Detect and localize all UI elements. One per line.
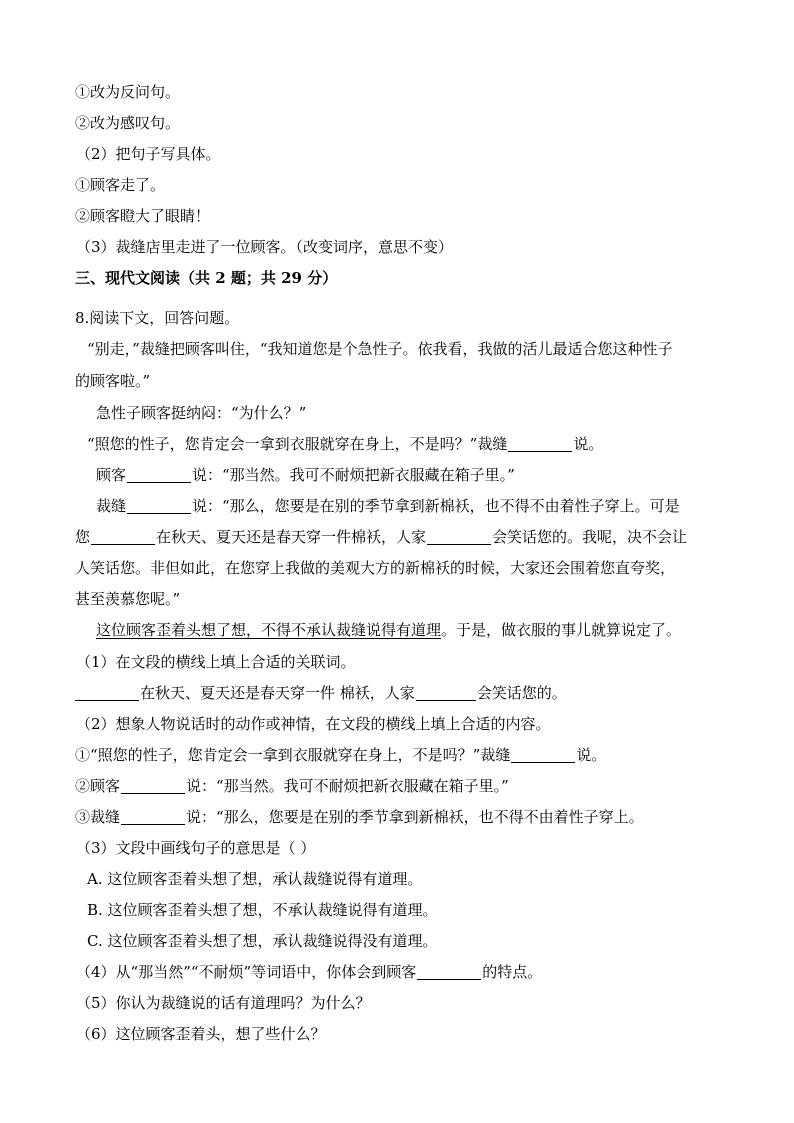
- passage-line-9: 甚至羡慕您呢。”: [75, 590, 181, 608]
- subquestion-2-item-3: ③裁缝 说：“那么，您要是在别的季节拿到新棉袄，也不得不由着性子穿上。: [75, 808, 644, 826]
- subquestion-2: （2）想象人物说话时的动作或神情，在文段的横线上填上合适的内容。: [76, 715, 551, 733]
- section-heading: 三、现代文阅读（共 2 题；共 29 分）: [75, 269, 338, 287]
- passage-line-6: 裁缝 说：“那么，您要是在别的季节拿到新棉袄，也不得不由着性子穿上。可是: [96, 497, 680, 515]
- passage-line-1: “别走，”裁缝把顾客叫住，“我知道您是个急性子。依我看，我做的活儿最适合您这种性子: [87, 340, 673, 358]
- answer-blank[interactable]: [127, 466, 191, 483]
- task-3-heading: （3）裁缝店里走进了一位顾客。（改变词序，意思不变）: [76, 238, 454, 256]
- subquestion-1-line: 在秋天、夏天还是春天穿一件 棉袄，人家 会笑话您的。: [75, 681, 754, 705]
- answer-blank[interactable]: [417, 963, 481, 980]
- passage-line-3: 急性子顾客挺纳闷：“为什么？”: [96, 404, 307, 422]
- answer-blank[interactable]: [427, 528, 491, 545]
- subquestion-3: （3）文段中画线句子的意思是（ ）: [76, 839, 316, 857]
- subquestion-5: （5）你认为裁缝说的话有道理吗？为什么？: [76, 994, 371, 1012]
- answer-blank[interactable]: [508, 435, 572, 452]
- subquestion-4: （4）从“那当然”“不耐烦”等词语中，你体会到顾客 的特点。: [76, 963, 543, 981]
- subquestion-2-item-2: ②顾客 说：“那当然。我可不耐烦把新衣服藏在箱子里。”: [75, 777, 509, 795]
- passage-line-10: 这位顾客歪着头想了想，不得不承认裁缝说得有道理。于是，做衣服的事儿就算说定了。: [96, 621, 682, 639]
- answer-blank[interactable]: [511, 746, 575, 763]
- answer-blank[interactable]: [75, 684, 139, 701]
- question-8-heading: 8.阅读下文，回答问题。: [75, 309, 240, 327]
- task-2-heading: （2）把句子写具体。: [76, 145, 221, 163]
- option-a[interactable]: A. 这位顾客歪着头想了想，承认裁缝说得有道理。: [87, 870, 423, 888]
- passage-line-5: 顾客 说：“那当然。我可不耐烦把新衣服藏在箱子里。”: [96, 466, 515, 484]
- subquestion-1: （1）在文段的横线上填上合适的关联词。: [76, 653, 356, 671]
- option-c[interactable]: C. 这位顾客歪着头想了想，承认裁缝说得没有道理。: [87, 932, 438, 950]
- task-exclamation: ②改为感叹句。: [75, 114, 181, 132]
- passage-line-2: 的顾客啦。”: [75, 372, 151, 390]
- answer-blank[interactable]: [127, 497, 191, 514]
- passage-line-7: 您 在秋天、夏天还是春天穿一件棉袄，人家 会笑话您的。我呢，决不会让: [75, 528, 688, 546]
- subquestion-2-item-1: ①“照您的性子，您肯定会一拿到衣服就穿在身上，不是吗？”裁缝 说。: [75, 746, 607, 764]
- task-2-item-1: ①顾客走了。: [75, 176, 166, 194]
- answer-blank[interactable]: [416, 684, 476, 701]
- answer-blank[interactable]: [91, 528, 155, 545]
- answer-blank[interactable]: [121, 808, 185, 825]
- task-2-item-2: ②顾客瞪大了眼睛！: [75, 207, 211, 225]
- passage-line-4: “照您的性子，您肯定会一拿到衣服就穿在身上，不是吗？”裁缝 说。: [87, 435, 604, 453]
- task-rhetorical-question: ①改为反问句。: [75, 83, 181, 101]
- subquestion-6: （6）这位顾客歪着头，想了些什么？: [76, 1025, 326, 1043]
- answer-blank[interactable]: [121, 777, 185, 794]
- passage-line-8: 人笑话您。非但如此，在您穿上我做的美观大方的新棉袄的时候，大家还会围着您直夸奖，: [75, 559, 676, 577]
- underlined-sentence: 这位顾客歪着头想了想，不得不承认裁缝说得有道理: [96, 621, 442, 639]
- option-b[interactable]: B. 这位顾客歪着头想了想，不承认裁缝说得有道理。: [87, 901, 438, 919]
